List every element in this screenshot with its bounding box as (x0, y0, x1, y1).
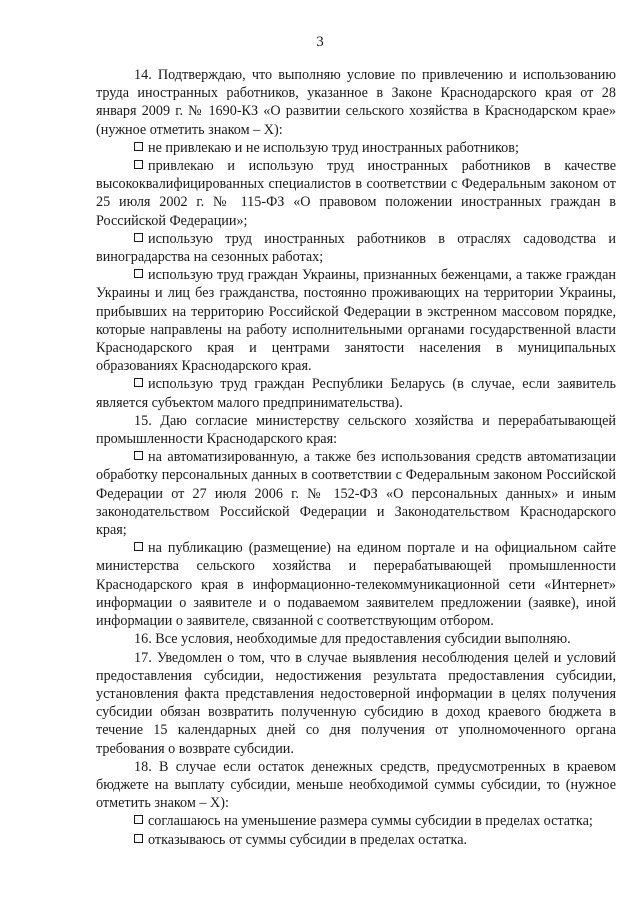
checkbox-icon[interactable] (134, 269, 143, 278)
paragraph-p14c (96, 230, 616, 266)
checkbox-icon[interactable] (134, 160, 143, 169)
paragraph-text: 14. Подтверждаю, что выполняю условие по привлечению и использованию труда иностранных работников, указанное в Законе Краснодарского края от 28 января 2009 г. № 1690-КЗ «О развитии сельского хозяйства в Краснодарском крае» (нужное отметить знаком – X): (96, 67, 616, 138)
checkbox-icon[interactable] (134, 542, 143, 551)
paragraph-text: 15. Даю согласие министерству сельского хозяйства и перерабатывающей промышленности Краснодарского края: (96, 412, 616, 448)
paragraph-text: использую труд граждан Республики Беларусь (в случае, если заявитель является субъектом малого предпринимательства). (96, 376, 616, 411)
paragraph-text: привлекаю и использую труд иностранных работников в качестве высококвалифицированных специалистов в соответствии с Федеральным законом от 25 июля 2002 г. № 115-ФЗ «О правовом положении иностранных граждан в Российской Федерации»; (96, 158, 616, 229)
paragraph-p15b (96, 539, 616, 630)
paragraph-p17 (96, 649, 616, 758)
paragraph-p14a (96, 139, 616, 157)
paragraph-text: использую труд иностранных работников в отраслях садоводства и виноградарства на сезонных работах; (96, 230, 616, 266)
page-number: 3 (316, 34, 324, 50)
paragraph-text: использую труд граждан Украины, признанных беженцами, а также граждан Украины и лиц без гражданства, постоянно проживающих на территории Украины, прибывших на территорию Российской Федерации в экстренном массовом порядке, которые направлены на работу исполнительными органами государственной власти Краснодарского края и центрами занятости населения в муниципальных образованиях Краснодарского края. (96, 267, 616, 375)
paragraph-p14e (96, 375, 616, 411)
checkbox-icon[interactable] (134, 451, 143, 460)
checkbox-icon[interactable] (134, 378, 143, 387)
paragraph-p18b (96, 831, 616, 849)
checkbox-icon[interactable] (134, 233, 143, 242)
paragraph-p14 (96, 66, 616, 139)
paragraph-p18a (96, 812, 616, 830)
checkbox-icon[interactable] (134, 142, 143, 151)
paragraph-p16 (96, 630, 616, 648)
paragraph-text: не привлекаю и не использую труд иностранных работников; (148, 139, 519, 156)
document-body (96, 66, 616, 849)
paragraph-text: 17. Уведомлен о том, что в случае выявления несоблюдения целей и условий предоставления субсидии, недостижения результата предоставления субсидии, установления факта представления недостоверной информации в целях получения субсидии обязан возвратить полученную субсидию в доход краевого бюджета в течение 15 календарных дней со дня получения от уполномоченного органа требования о возврате субсидии. (96, 649, 616, 757)
paragraph-p18 (96, 758, 616, 813)
paragraph-p15 (96, 412, 616, 448)
paragraph-text: 16. Все условия, необходимые для предоставления субсидии выполняю. (134, 631, 571, 648)
paragraph-text: на автоматизированную, а также без использования средств автоматизации обработку персональных данных в соответствии с Федеральным законом Российской Федерации от 27 июля 2006 г. № 152-ФЗ «О персональных данных» и иным законодательством Российской Федерации и Законодательством Краснодарского края; (96, 449, 616, 539)
paragraph-p14b (96, 157, 616, 230)
paragraph-text: отказываюсь от суммы субсидии в пределах остатка. (148, 831, 468, 848)
checkbox-icon[interactable] (134, 815, 143, 824)
checkbox-icon[interactable] (134, 834, 143, 843)
paragraph-text: на публикацию (размещение) на едином портале и на официальном сайте министерства сельского хозяйства и перерабатывающей промышленности Краснодарского края в информационно-телекоммуникационной сети «Интернет» информации о заявителе и о подаваемом заявителем предложении (заявке), иной информации о заявителе, связанной с соответствующим отбором. (96, 540, 616, 630)
paragraph-p14d (96, 266, 616, 375)
paragraph-text: соглашаюсь на уменьшение размера суммы субсидии в пределах остатка; (148, 813, 593, 830)
paragraph-text: 18. В случае если остаток денежных средств, предусмотренных в краевом бюджете на выплату субсидии, меньше необходимой суммы субсидии, то (нужное отметить знаком – X): (96, 758, 616, 812)
paragraph-p15a (96, 448, 616, 539)
